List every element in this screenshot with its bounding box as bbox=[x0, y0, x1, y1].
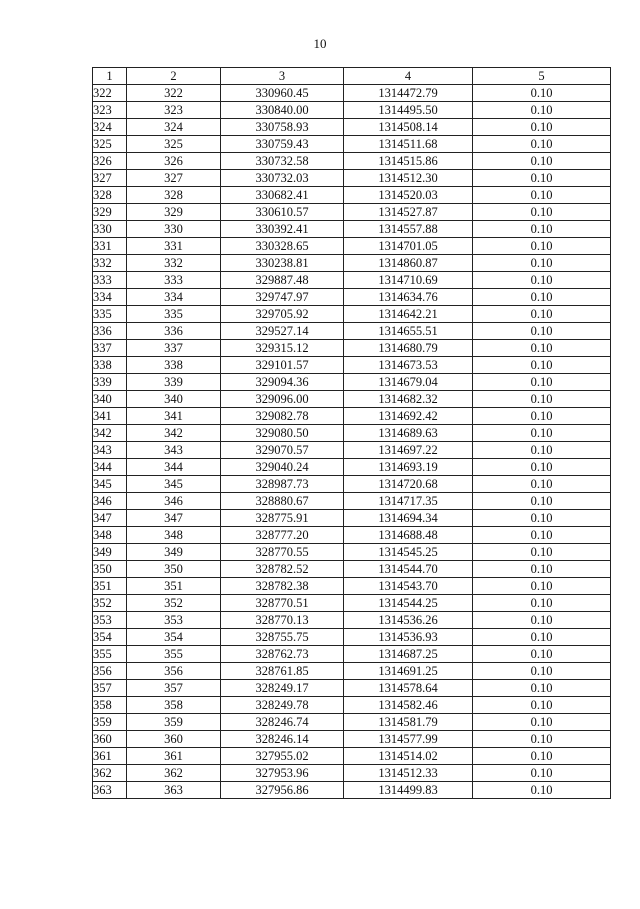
table-cell: 0.10 bbox=[473, 578, 611, 595]
table-cell: 343 bbox=[127, 442, 221, 459]
table-cell: 0.10 bbox=[473, 221, 611, 238]
table-cell: 332 bbox=[127, 255, 221, 272]
table-cell: 328777.20 bbox=[221, 527, 344, 544]
table-cell: 0.10 bbox=[473, 544, 611, 561]
table-cell: 1314860.87 bbox=[344, 255, 473, 272]
table-row bbox=[93, 510, 611, 527]
table-cell: 362 bbox=[93, 765, 127, 782]
table-cell: 323 bbox=[93, 102, 127, 119]
table-cell: 354 bbox=[93, 629, 127, 646]
table-cell: 328249.17 bbox=[221, 680, 344, 697]
table-cell: 0.10 bbox=[473, 374, 611, 391]
table-cell: 1314543.70 bbox=[344, 578, 473, 595]
table-cell: 0.10 bbox=[473, 442, 611, 459]
table-cell: 329082.78 bbox=[221, 408, 344, 425]
table-cell: 358 bbox=[127, 697, 221, 714]
table-row bbox=[93, 187, 611, 204]
table-cell: 1314499.83 bbox=[344, 782, 473, 799]
table-cell: 358 bbox=[93, 697, 127, 714]
table-row bbox=[93, 221, 611, 238]
table-cell: 329 bbox=[93, 204, 127, 221]
table-cell: 1314697.22 bbox=[344, 442, 473, 459]
table-row bbox=[93, 629, 611, 646]
table-cell: 335 bbox=[127, 306, 221, 323]
table-cell: 346 bbox=[93, 493, 127, 510]
table-cell: 322 bbox=[93, 85, 127, 102]
table-cell: 1314472.79 bbox=[344, 85, 473, 102]
table-row bbox=[93, 748, 611, 765]
table-cell: 326 bbox=[127, 153, 221, 170]
table-cell: 329705.92 bbox=[221, 306, 344, 323]
table-cell: 0.10 bbox=[473, 425, 611, 442]
table-cell: 0.10 bbox=[473, 714, 611, 731]
table-row bbox=[93, 714, 611, 731]
table-row bbox=[93, 289, 611, 306]
table-cell: 0.10 bbox=[473, 340, 611, 357]
table-row bbox=[93, 85, 611, 102]
table-cell: 1314720.68 bbox=[344, 476, 473, 493]
table-cell: 331 bbox=[93, 238, 127, 255]
table-cell: 360 bbox=[127, 731, 221, 748]
table-cell: 351 bbox=[127, 578, 221, 595]
table-cell: 0.10 bbox=[473, 85, 611, 102]
table-cell: 328761.85 bbox=[221, 663, 344, 680]
table-cell: 339 bbox=[93, 374, 127, 391]
table-cell: 342 bbox=[93, 425, 127, 442]
table-cell: 363 bbox=[93, 782, 127, 799]
table-cell: 330759.43 bbox=[221, 136, 344, 153]
table-cell: 1314557.88 bbox=[344, 221, 473, 238]
table-cell: 329315.12 bbox=[221, 340, 344, 357]
table-cell: 329 bbox=[127, 204, 221, 221]
table-cell: 322 bbox=[127, 85, 221, 102]
table-cell: 328755.75 bbox=[221, 629, 344, 646]
table-cell: 362 bbox=[127, 765, 221, 782]
table-cell: 357 bbox=[93, 680, 127, 697]
table-cell: 359 bbox=[127, 714, 221, 731]
table-cell: 325 bbox=[93, 136, 127, 153]
table-cell: 1314495.50 bbox=[344, 102, 473, 119]
table-row bbox=[93, 102, 611, 119]
table-cell: 1314688.48 bbox=[344, 527, 473, 544]
table-row bbox=[93, 663, 611, 680]
table-cell: 344 bbox=[127, 459, 221, 476]
table-cell: 338 bbox=[93, 357, 127, 374]
table-cell: 327956.86 bbox=[221, 782, 344, 799]
table-row bbox=[93, 697, 611, 714]
table-cell: 344 bbox=[93, 459, 127, 476]
table-row bbox=[93, 306, 611, 323]
table-cell: 1314692.42 bbox=[344, 408, 473, 425]
table-cell: 328 bbox=[127, 187, 221, 204]
table-row bbox=[93, 680, 611, 697]
table-cell: 328770.55 bbox=[221, 544, 344, 561]
table-cell: 353 bbox=[93, 612, 127, 629]
table-cell: 0.10 bbox=[473, 102, 611, 119]
table-cell: 330392.41 bbox=[221, 221, 344, 238]
table-row bbox=[93, 357, 611, 374]
table-cell: 329887.48 bbox=[221, 272, 344, 289]
table-cell: 1314578.64 bbox=[344, 680, 473, 697]
table-cell: 332 bbox=[93, 255, 127, 272]
table-cell: 0.10 bbox=[473, 289, 611, 306]
table-cell: 349 bbox=[127, 544, 221, 561]
table-cell: 0.10 bbox=[473, 136, 611, 153]
table-cell: 334 bbox=[93, 289, 127, 306]
table-cell: 328770.51 bbox=[221, 595, 344, 612]
table-cell: 1314634.76 bbox=[344, 289, 473, 306]
table-cell: 1314508.14 bbox=[344, 119, 473, 136]
table-row bbox=[93, 493, 611, 510]
table-row bbox=[93, 323, 611, 340]
table-row bbox=[93, 374, 611, 391]
table-cell: 337 bbox=[127, 340, 221, 357]
table-row bbox=[93, 612, 611, 629]
table-cell: 0.10 bbox=[473, 782, 611, 799]
table-cell: 1314581.79 bbox=[344, 714, 473, 731]
table-cell: 1314514.02 bbox=[344, 748, 473, 765]
table-cell: 324 bbox=[127, 119, 221, 136]
table-cell: 324 bbox=[93, 119, 127, 136]
table-row bbox=[93, 272, 611, 289]
table-cell: 328246.74 bbox=[221, 714, 344, 731]
table-cell: 326 bbox=[93, 153, 127, 170]
table-cell: 349 bbox=[93, 544, 127, 561]
table-cell: 1314642.21 bbox=[344, 306, 473, 323]
table-cell: 0.10 bbox=[473, 323, 611, 340]
table-cell: 328 bbox=[93, 187, 127, 204]
table-cell: 0.10 bbox=[473, 272, 611, 289]
table-cell: 330960.45 bbox=[221, 85, 344, 102]
column-header: 5 bbox=[473, 68, 611, 85]
table-cell: 337 bbox=[93, 340, 127, 357]
table-row bbox=[93, 476, 611, 493]
table-cell: 348 bbox=[93, 527, 127, 544]
table-row bbox=[93, 170, 611, 187]
table-cell: 328246.14 bbox=[221, 731, 344, 748]
table-cell: 0.10 bbox=[473, 748, 611, 765]
table-cell: 0.10 bbox=[473, 765, 611, 782]
table-cell: 0.10 bbox=[473, 170, 611, 187]
table-cell: 342 bbox=[127, 425, 221, 442]
table-cell: 0.10 bbox=[473, 697, 611, 714]
table-cell: 0.10 bbox=[473, 493, 611, 510]
table-cell: 0.10 bbox=[473, 459, 611, 476]
table-cell: 347 bbox=[93, 510, 127, 527]
table-cell: 328880.67 bbox=[221, 493, 344, 510]
table-cell: 0.10 bbox=[473, 153, 611, 170]
table-cell: 343 bbox=[93, 442, 127, 459]
table-cell: 0.10 bbox=[473, 408, 611, 425]
table-cell: 330682.41 bbox=[221, 187, 344, 204]
table-cell: 338 bbox=[127, 357, 221, 374]
table-cell: 331 bbox=[127, 238, 221, 255]
table-cell: 1314544.25 bbox=[344, 595, 473, 612]
column-header: 2 bbox=[127, 68, 221, 85]
table-cell: 1314544.70 bbox=[344, 561, 473, 578]
table-cell: 1314536.93 bbox=[344, 629, 473, 646]
table-cell: 330 bbox=[93, 221, 127, 238]
table-cell: 361 bbox=[127, 748, 221, 765]
table-cell: 345 bbox=[93, 476, 127, 493]
table-cell: 0.10 bbox=[473, 119, 611, 136]
table-row bbox=[93, 595, 611, 612]
table-cell: 1314577.99 bbox=[344, 731, 473, 748]
table-cell: 328770.13 bbox=[221, 612, 344, 629]
table-cell: 334 bbox=[127, 289, 221, 306]
column-header: 4 bbox=[344, 68, 473, 85]
table-row bbox=[93, 136, 611, 153]
table-cell: 328782.38 bbox=[221, 578, 344, 595]
table-cell: 1314582.46 bbox=[344, 697, 473, 714]
table-cell: 333 bbox=[127, 272, 221, 289]
table-cell: 0.10 bbox=[473, 731, 611, 748]
table-cell: 0.10 bbox=[473, 306, 611, 323]
table-cell: 328762.73 bbox=[221, 646, 344, 663]
table-cell: 352 bbox=[93, 595, 127, 612]
table-cell: 328987.73 bbox=[221, 476, 344, 493]
table-cell: 363 bbox=[127, 782, 221, 799]
table-cell: 1314717.35 bbox=[344, 493, 473, 510]
table-row bbox=[93, 255, 611, 272]
table-cell: 329096.00 bbox=[221, 391, 344, 408]
table-cell: 352 bbox=[127, 595, 221, 612]
table-cell: 336 bbox=[127, 323, 221, 340]
table-cell: 341 bbox=[127, 408, 221, 425]
table-row bbox=[93, 561, 611, 578]
table-cell: 339 bbox=[127, 374, 221, 391]
table-cell: 1314710.69 bbox=[344, 272, 473, 289]
table-cell: 0.10 bbox=[473, 612, 611, 629]
table-cell: 1314679.04 bbox=[344, 374, 473, 391]
table-cell: 328775.91 bbox=[221, 510, 344, 527]
table-row bbox=[93, 646, 611, 663]
table-cell: 330238.81 bbox=[221, 255, 344, 272]
table-cell: 0.10 bbox=[473, 357, 611, 374]
table-cell: 0.10 bbox=[473, 680, 611, 697]
table-cell: 1314536.26 bbox=[344, 612, 473, 629]
table-cell: 329747.97 bbox=[221, 289, 344, 306]
table-row bbox=[93, 459, 611, 476]
table-cell: 345 bbox=[127, 476, 221, 493]
table-cell: 330732.58 bbox=[221, 153, 344, 170]
table-row bbox=[93, 340, 611, 357]
table-cell: 1314520.03 bbox=[344, 187, 473, 204]
table-cell: 329094.36 bbox=[221, 374, 344, 391]
table-cell: 0.10 bbox=[473, 629, 611, 646]
table-row bbox=[93, 782, 611, 799]
column-header: 1 bbox=[93, 68, 127, 85]
table-cell: 328249.78 bbox=[221, 697, 344, 714]
table-body bbox=[93, 85, 611, 799]
table-cell: 327953.96 bbox=[221, 765, 344, 782]
table-cell: 351 bbox=[93, 578, 127, 595]
table-cell: 1314693.19 bbox=[344, 459, 473, 476]
table-cell: 357 bbox=[127, 680, 221, 697]
table-row bbox=[93, 527, 611, 544]
table-cell: 1314515.86 bbox=[344, 153, 473, 170]
table-row bbox=[93, 578, 611, 595]
coordinates-table bbox=[92, 67, 611, 799]
table-cell: 1314682.32 bbox=[344, 391, 473, 408]
table-cell: 353 bbox=[127, 612, 221, 629]
table-cell: 0.10 bbox=[473, 527, 611, 544]
table-cell: 327 bbox=[127, 170, 221, 187]
table-cell: 0.10 bbox=[473, 391, 611, 408]
table-cell: 0.10 bbox=[473, 510, 611, 527]
table-cell: 354 bbox=[127, 629, 221, 646]
table-cell: 328782.52 bbox=[221, 561, 344, 578]
table-cell: 356 bbox=[93, 663, 127, 680]
table-cell: 333 bbox=[93, 272, 127, 289]
table-cell: 329527.14 bbox=[221, 323, 344, 340]
table-row bbox=[93, 153, 611, 170]
table-cell: 1314687.25 bbox=[344, 646, 473, 663]
table-cell: 0.10 bbox=[473, 204, 611, 221]
table-cell: 1314694.34 bbox=[344, 510, 473, 527]
table-cell: 1314680.79 bbox=[344, 340, 473, 357]
table-cell: 330732.03 bbox=[221, 170, 344, 187]
table-cell: 330328.65 bbox=[221, 238, 344, 255]
table-cell: 0.10 bbox=[473, 476, 611, 493]
table-cell: 330758.93 bbox=[221, 119, 344, 136]
table-row bbox=[93, 765, 611, 782]
table-cell: 1314673.53 bbox=[344, 357, 473, 374]
table-cell: 0.10 bbox=[473, 595, 611, 612]
table-cell: 1314527.87 bbox=[344, 204, 473, 221]
table-cell: 341 bbox=[93, 408, 127, 425]
table-row bbox=[93, 119, 611, 136]
table-cell: 347 bbox=[127, 510, 221, 527]
table-cell: 327 bbox=[93, 170, 127, 187]
table-cell: 329080.50 bbox=[221, 425, 344, 442]
table-cell: 323 bbox=[127, 102, 221, 119]
table-cell: 361 bbox=[93, 748, 127, 765]
table-cell: 1314655.51 bbox=[344, 323, 473, 340]
table-cell: 1314689.63 bbox=[344, 425, 473, 442]
table-row bbox=[93, 731, 611, 748]
table-cell: 330 bbox=[127, 221, 221, 238]
header-row bbox=[93, 68, 611, 85]
table-cell: 0.10 bbox=[473, 561, 611, 578]
table-row bbox=[93, 408, 611, 425]
table-row bbox=[93, 391, 611, 408]
table-row bbox=[93, 204, 611, 221]
table-cell: 359 bbox=[93, 714, 127, 731]
table-cell: 330840.00 bbox=[221, 102, 344, 119]
table-cell: 0.10 bbox=[473, 663, 611, 680]
table-cell: 340 bbox=[93, 391, 127, 408]
table-cell: 0.10 bbox=[473, 646, 611, 663]
table-cell: 1314512.33 bbox=[344, 765, 473, 782]
page-number: 10 bbox=[313, 36, 327, 51]
table-header bbox=[93, 68, 611, 85]
table-cell: 329101.57 bbox=[221, 357, 344, 374]
table-cell: 1314511.68 bbox=[344, 136, 473, 153]
column-header: 3 bbox=[221, 68, 344, 85]
table-cell: 1314691.25 bbox=[344, 663, 473, 680]
table-row bbox=[93, 425, 611, 442]
table-row bbox=[93, 544, 611, 561]
table-row bbox=[93, 442, 611, 459]
table-cell: 356 bbox=[127, 663, 221, 680]
table-cell: 360 bbox=[93, 731, 127, 748]
table-cell: 1314545.25 bbox=[344, 544, 473, 561]
table-cell: 329040.24 bbox=[221, 459, 344, 476]
table-cell: 327955.02 bbox=[221, 748, 344, 765]
table-cell: 330610.57 bbox=[221, 204, 344, 221]
table-cell: 1314701.05 bbox=[344, 238, 473, 255]
table-cell: 355 bbox=[127, 646, 221, 663]
table-cell: 350 bbox=[93, 561, 127, 578]
table-cell: 325 bbox=[127, 136, 221, 153]
table-cell: 346 bbox=[127, 493, 221, 510]
table-cell: 0.10 bbox=[473, 187, 611, 204]
table-cell: 0.10 bbox=[473, 238, 611, 255]
table-cell: 1314512.30 bbox=[344, 170, 473, 187]
table-cell: 348 bbox=[127, 527, 221, 544]
table-cell: 329070.57 bbox=[221, 442, 344, 459]
table-cell: 340 bbox=[127, 391, 221, 408]
table-cell: 355 bbox=[93, 646, 127, 663]
table-cell: 350 bbox=[127, 561, 221, 578]
table-row bbox=[93, 238, 611, 255]
table-cell: 336 bbox=[93, 323, 127, 340]
table-cell: 335 bbox=[93, 306, 127, 323]
table-cell: 0.10 bbox=[473, 255, 611, 272]
